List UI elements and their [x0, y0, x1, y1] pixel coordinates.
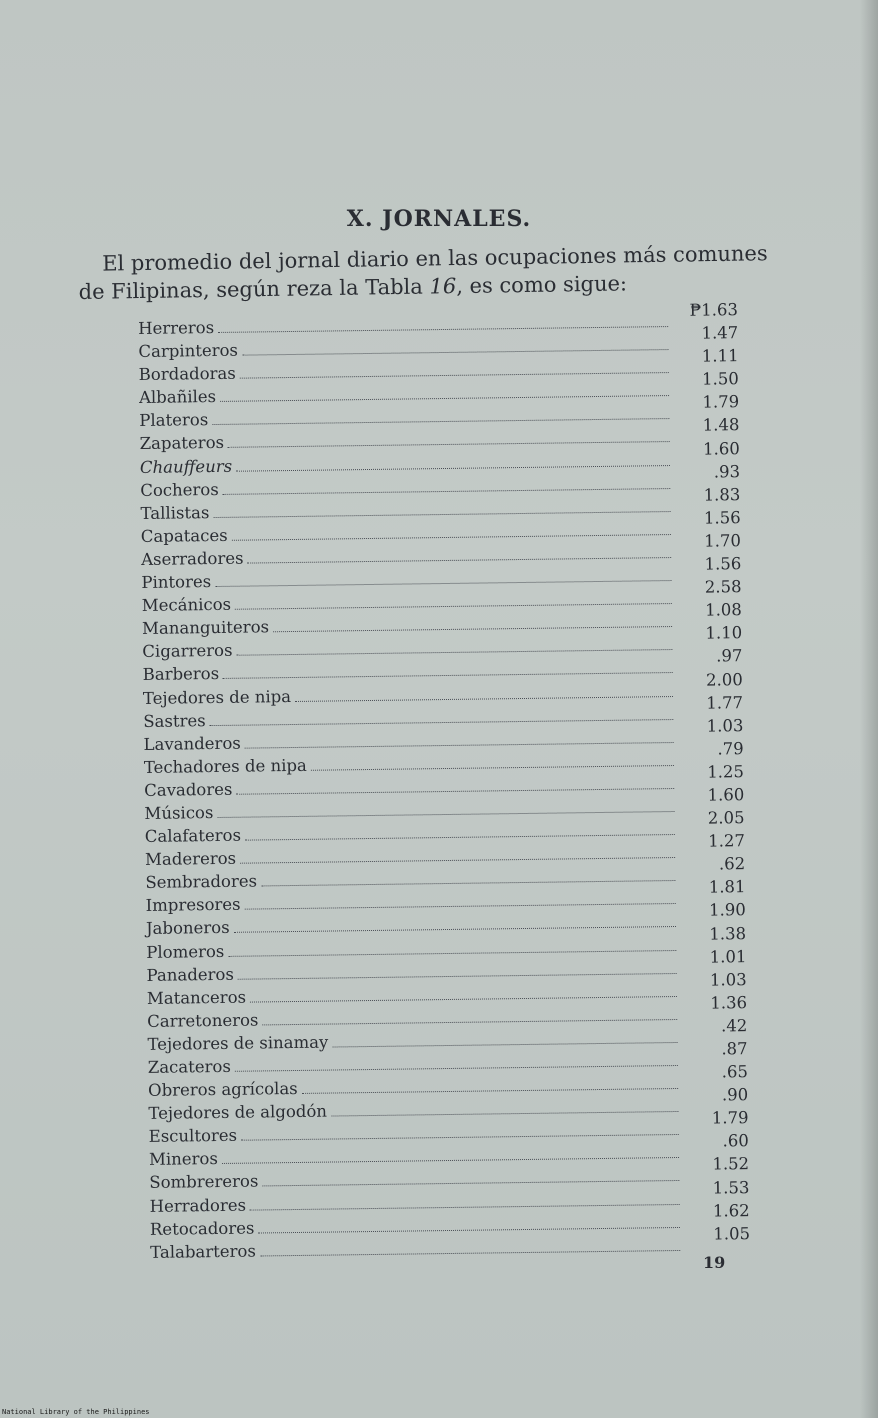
wage-value: .90: [721, 1085, 749, 1105]
wage-value: 1.03: [706, 715, 744, 736]
occupation-cell: [150, 1213, 680, 1239]
occupation-name: Cigarreros: [142, 641, 233, 662]
occupation-cell: [150, 1190, 680, 1216]
wage-value: .79: [717, 738, 744, 759]
occupation-name: Aserradores: [141, 548, 244, 569]
dot-leader: [295, 696, 673, 702]
wage-value: 1.79: [711, 1108, 749, 1128]
occupation-cell: [145, 820, 675, 846]
occupation-name: Herradores: [149, 1195, 247, 1216]
dot-leader: [241, 1134, 679, 1141]
occupation-name: Talabarteros: [150, 1241, 257, 1262]
footer-credit: National Library of the Philippines: [2, 1408, 150, 1416]
occupation-name: Zapateros: [139, 433, 225, 454]
occupation-name: Cavadores: [144, 779, 233, 800]
wage-value: 1.77: [706, 692, 744, 713]
wage-value: 1.62: [712, 1200, 750, 1221]
occupation-name: Carretoneros: [147, 1010, 259, 1031]
dot-leader: [263, 1019, 678, 1025]
occupation-cell: [145, 843, 675, 869]
section-heading: X. JORNALES.: [346, 206, 532, 232]
occupation-name: Plomeros: [146, 941, 225, 962]
dot-leader: [232, 534, 671, 541]
dot-leader: [331, 1111, 678, 1117]
intro-line-1: El promedio del jornal diario en las ocupaciones más comunes: [102, 241, 768, 276]
wage-value: 2.05: [707, 808, 745, 828]
dot-leader: [217, 811, 674, 818]
dot-leader: [332, 1042, 677, 1048]
wage-value: 1.90: [708, 900, 746, 921]
occupation-name: Panaderos: [146, 964, 234, 985]
wage-value: .87: [721, 1039, 748, 1059]
occupation-name: Plateros: [139, 410, 209, 431]
occupation-name: Techadores de nipa: [143, 755, 307, 777]
wage-value: 1.47: [701, 323, 739, 343]
wage-value: .60: [722, 1131, 749, 1151]
occupation-name: Tejedores de sinamay: [147, 1032, 329, 1054]
occupation-cell: [147, 982, 677, 1008]
dot-leader: [228, 442, 670, 449]
occupation-name: Tallistas: [140, 502, 210, 523]
dot-leader: [311, 765, 674, 771]
dot-leader: [210, 719, 674, 726]
wage-value: 1.56: [703, 507, 741, 528]
table-reference: 16: [429, 274, 457, 299]
dot-leader: [302, 1088, 678, 1094]
occupation-cell: [140, 474, 670, 500]
occupation-name: Barberos: [142, 664, 220, 685]
occupation-cell: [147, 1005, 677, 1031]
occupation-name: Carpinteros: [138, 340, 239, 362]
occupation-name: Mananguiteros: [141, 617, 270, 639]
wage-value: 1.53: [712, 1177, 750, 1198]
occupation-name: Bordadoras: [138, 363, 236, 385]
occupation-name: Pintores: [141, 572, 212, 593]
dot-leader: [222, 1157, 679, 1164]
dot-leader: [218, 326, 668, 333]
dot-leader: [250, 1204, 680, 1211]
occupation-cell: [146, 959, 676, 985]
wage-value: .97: [716, 646, 743, 666]
dot-leader: [248, 557, 672, 564]
wage-value: 1.27: [708, 831, 746, 851]
dot-leader: [215, 580, 671, 587]
dot-leader: [238, 973, 677, 980]
dot-leader: [245, 903, 676, 910]
wage-value: 1.81: [708, 877, 746, 897]
dot-leader: [245, 834, 675, 841]
occupation-name: Escultores: [148, 1126, 238, 1147]
wage-value: 1.03: [709, 969, 747, 990]
wage-value: 2.00: [705, 669, 743, 690]
dot-leader: [235, 603, 672, 610]
wage-value: 1.25: [707, 761, 745, 782]
wage-value: 1.10: [705, 623, 743, 643]
dot-leader: [237, 649, 673, 656]
occupation-cell: [144, 774, 674, 800]
occupation-cell: [144, 797, 674, 823]
wage-value: 1.56: [704, 554, 742, 574]
occupation-name: Músicos: [144, 803, 214, 823]
occupation-name: Madereros: [144, 848, 237, 870]
dot-leader: [250, 996, 677, 1003]
wage-value: 1.05: [713, 1223, 751, 1244]
dot-leader: [236, 465, 670, 472]
occupation-name: Cocheros: [140, 479, 219, 500]
occupation-name: Jaboneros: [145, 918, 230, 939]
dot-leader: [212, 418, 669, 425]
occupation-cell: [149, 1143, 679, 1169]
page-number: 19: [703, 1253, 726, 1272]
intro-line-2-text: de Filipinas, según reza la Tabla: [78, 274, 430, 304]
occupation-name: Tejedores de algodón: [148, 1101, 328, 1124]
occupation-cell: [140, 428, 670, 454]
wage-value: 1.70: [704, 531, 742, 551]
occupation-name: Matanceros: [146, 987, 247, 1008]
dot-leader: [261, 880, 675, 886]
occupation-name: Calafateros: [144, 825, 242, 847]
occupation-name: Sombrereros: [149, 1171, 259, 1193]
occupation-cell: [138, 312, 668, 338]
dot-leader: [242, 349, 668, 356]
dot-leader: [273, 626, 672, 632]
dot-leader: [240, 372, 669, 379]
intro-line-2-end: , es como sigue:: [456, 271, 628, 299]
wage-value: 2.58: [704, 577, 742, 597]
occupation-name: Mecánicos: [141, 594, 232, 616]
occupation-name: Obreros agrícolas: [147, 1079, 298, 1101]
wage-value: 1.11: [701, 346, 739, 366]
wage-value: .93: [713, 461, 741, 482]
dot-leader: [240, 857, 675, 864]
occupation-name: Albañiles: [138, 387, 217, 408]
wage-value: 1.60: [707, 785, 745, 805]
occupation-name: Mineros: [148, 1149, 218, 1170]
dot-leader: [258, 1227, 680, 1234]
wage-value: .42: [720, 1015, 748, 1036]
occupation-name: Chauffeurs: [139, 456, 233, 477]
occupation-name: Capataces: [140, 525, 228, 546]
occupation-cell: [149, 1166, 679, 1192]
wage-value: ₱1.63: [689, 300, 739, 320]
occupation-name: Retocadores: [149, 1218, 255, 1239]
dot-leader: [260, 1250, 680, 1257]
dot-leader: [228, 950, 676, 957]
occupation-name: Lavanderos: [143, 733, 241, 754]
occupation-cell: [147, 1028, 677, 1054]
dot-leader: [223, 488, 670, 495]
dot-leader: [220, 395, 669, 402]
wage-value: 1.01: [709, 946, 747, 967]
wage-value: .65: [721, 1062, 749, 1082]
dot-leader: [223, 672, 673, 679]
occupation-cell: [143, 658, 673, 684]
dot-leader: [234, 926, 676, 933]
occupation-cell: [140, 451, 670, 477]
wage-value: 1.38: [709, 923, 747, 944]
occupation-name: Zacateros: [147, 1056, 232, 1077]
dot-leader: [236, 788, 674, 795]
occupation-name: Herreros: [138, 318, 215, 338]
occupation-name: Impresores: [145, 895, 241, 916]
wage-table: [138, 300, 756, 1265]
occupation-name: Tejedores de nipa: [142, 686, 292, 708]
wage-value: 1.52: [712, 1154, 750, 1175]
dot-leader: [213, 511, 670, 518]
occupation-name: Sembradores: [145, 871, 258, 893]
dot-leader: [245, 742, 674, 749]
wage-value: 1.83: [703, 484, 741, 505]
wage-value: 1.08: [705, 600, 742, 620]
wage-value: 1.60: [702, 438, 740, 459]
wage-value: 1.48: [702, 415, 740, 436]
wage-value: 1.36: [710, 992, 748, 1013]
wage-value: 1.79: [702, 392, 740, 412]
intro-paragraph: [78, 239, 799, 306]
occupation-name: Sastres: [143, 710, 206, 731]
occupation-cell: [142, 635, 672, 661]
wage-value: .62: [718, 854, 746, 874]
dot-leader: [262, 1180, 679, 1186]
wage-value: 1.50: [701, 369, 739, 389]
occupation-cell: [142, 612, 672, 638]
dot-leader: [235, 1065, 678, 1072]
